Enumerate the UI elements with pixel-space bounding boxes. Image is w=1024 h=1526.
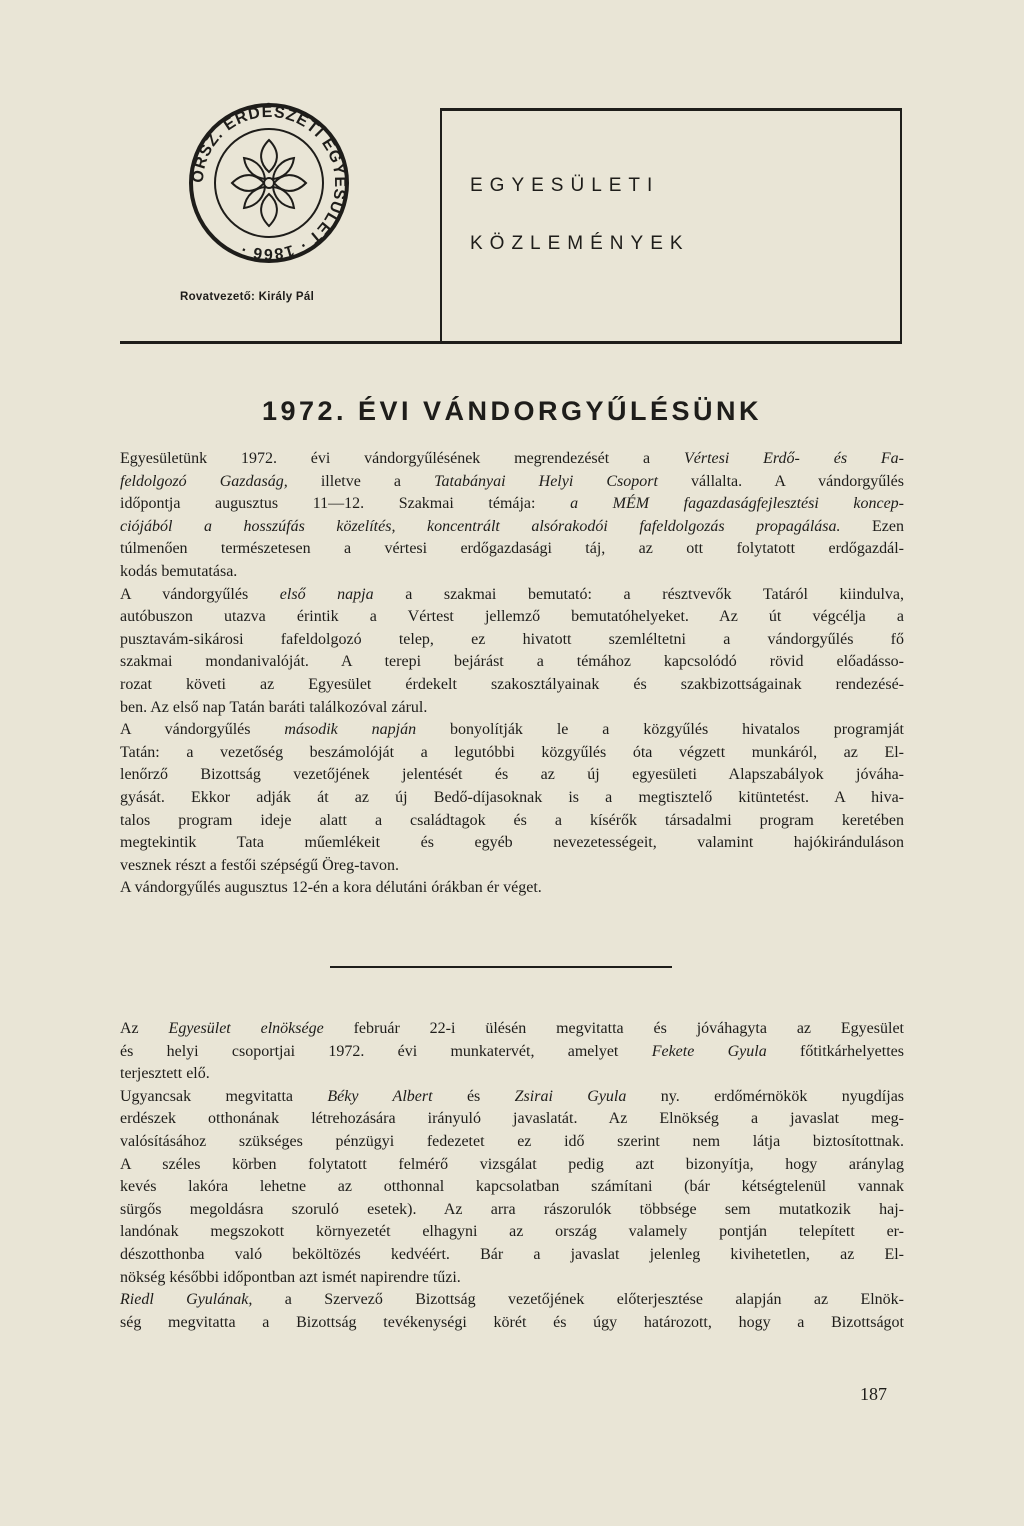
text-line: szakmai mondanivalóját. A terepi bejárást a témához kapcsolódó rövid előadásso- [120, 653, 904, 671]
text-line: feldolgozó Gazdaság, illetve a Tatabányai Helyi Csoport vállalta. A vándorgyűlés [120, 472, 905, 490]
text-line: túlmenően természetesen a vértesi erdőgazdasági táj, az ott folytatott erdőgazdál- [120, 540, 904, 558]
text-line: nökség későbbi időpontban azt ismét napirendre tűzi. [120, 1268, 461, 1286]
article-body [120, 448, 904, 900]
second-article-body [120, 1018, 904, 1334]
text-line: Ugyancsak megvitatta Béky Albert és Zsirai Gyula ny. erdőmérnökök nyugdíjas [120, 1087, 905, 1105]
text-line: kodás bemutatása. [120, 562, 238, 580]
text-line: A széles körben folytatott felmérő vizsgálat pedig azt bizonyítja, hogy aránylag [120, 1155, 904, 1173]
text-line: valósításához szükséges pénzügyi fedezetet ez idő szerint nem látja biztosítottnak. [120, 1132, 904, 1150]
text-line: lenőrző Bizottság vezetőjének jelentését és az új egyesületi Alapszabályok jóváha- [120, 766, 904, 784]
section-title-line2: KÖZLEMÉNYEK [470, 233, 690, 254]
text-line: és helyi csoportjai 1972. évi munkatervét, amelyet Fekete Gyula főtitkárhelyettes [120, 1042, 904, 1060]
text-line: rozat követi az Egyesület érdekelt szakosztályainak és szakbizottságainak rendezésé- [120, 675, 904, 693]
text-line: időpontja augusztus 11—12. Szakmai témája: a MÉM fagazdaságfejlesztési koncep- [120, 495, 905, 513]
text-line: ség megvitatta a Bizottság tevékenységi körét és úgy határozott, hogy a Bizottságot [120, 1313, 904, 1331]
text-line: gyását. Ekkor adják át az új Bedő-díjasoknak is a megtisztelő kitüntetést. A hiva- [120, 788, 904, 806]
page-number: 187 [860, 1384, 887, 1404]
text-line: landónak megszokott környezetét elhagyni az ország valamely pontján telepített er- [120, 1223, 904, 1241]
text-line: A vándorgyűlés augusztus 12-én a kora délutáni órákban ér véget. [120, 879, 542, 897]
text-line: Tatán: a vezetőség beszámolóját a legutóbbi közgyűlés óta végzett munkáról, az El- [120, 743, 904, 761]
section-divider [330, 966, 672, 968]
text-line: A vándorgyűlés első napja a szakmai bemutató: a résztvevők Tatáról kiindulva, [120, 585, 904, 603]
text-line: erdészek otthonának létrehozására irányuló javaslatát. Az Elnökség a javaslat meg- [120, 1110, 904, 1128]
section-header-box [440, 108, 902, 344]
text-line: dészotthonba való beköltözés kedvéért. Bár a javaslat jelenleg kivihetetlen, az El- [120, 1245, 904, 1263]
article-title: 1972. ÉVI VÁNDORGYŰLÉSÜNK [261, 396, 763, 426]
text-line: pusztavám-sikárosi fafeldolgozó telep, ez hivatott szemléltetni a vándorgyűlés fő [120, 630, 904, 648]
text-line: sürgős megoldásra szoruló esetek). Az arra rászorulók többsége sem mutatkozik haj- [120, 1200, 904, 1218]
text-line: vesznek részt a festői szépségű Öreg-tavon. [120, 856, 399, 874]
text-line: Riedl Gyulának, a Szervező Bizottság vezetőjének előterjesztése alapján az Elnök- [120, 1291, 905, 1309]
svg-text:ORSZ. ERDÉSZETI EGYESÜLET · 18: ORSZ. ERDÉSZETI EGYESÜLET · 1866 · [189, 103, 349, 263]
text-line: Az Egyesület elnöksége február 22-i ülésén megvitatta és jóváhagyta az Egyesület [120, 1020, 905, 1037]
text-line: kevés lakóra lehetne az otthonnal kapcsolatban számítani (bár kétségtelenül vannak [120, 1178, 904, 1196]
header-rule [120, 341, 442, 344]
text-line: talos program ideje alatt a családtagok és a kísérők társadalmi program keretében [120, 811, 904, 829]
column-editor: Rovatvezető: Király Pál [180, 291, 315, 303]
section-title-line1: EGYESÜLETI [470, 175, 660, 196]
text-line: autóbuszon utazva érintik a Vértest jellemző bemutatóhelyeket. Az út végcélja a [120, 608, 904, 626]
text-line: A vándorgyűlés második napján bonyolítják le a közgyűlés hivatalos programját [120, 721, 904, 739]
society-seal-logo [186, 100, 352, 266]
text-line: megtekintik Tata műemlékeit és egyéb nevezetességeit, valamint hajókiránduláson [120, 834, 904, 852]
text-line: Egyesületünk 1972. évi vándorgyűlésének megrendezését a Vértesi Erdő- és Fa- [120, 450, 904, 467]
text-line: ciójából a hosszúfás közelítés, koncentrált alsórakodói fafeldolgozás propagálása. Ezen [120, 517, 904, 535]
text-line: terjesztett elő. [120, 1065, 210, 1083]
text-line: ben. Az első nap Tatán baráti találkozóval zárul. [120, 698, 428, 716]
